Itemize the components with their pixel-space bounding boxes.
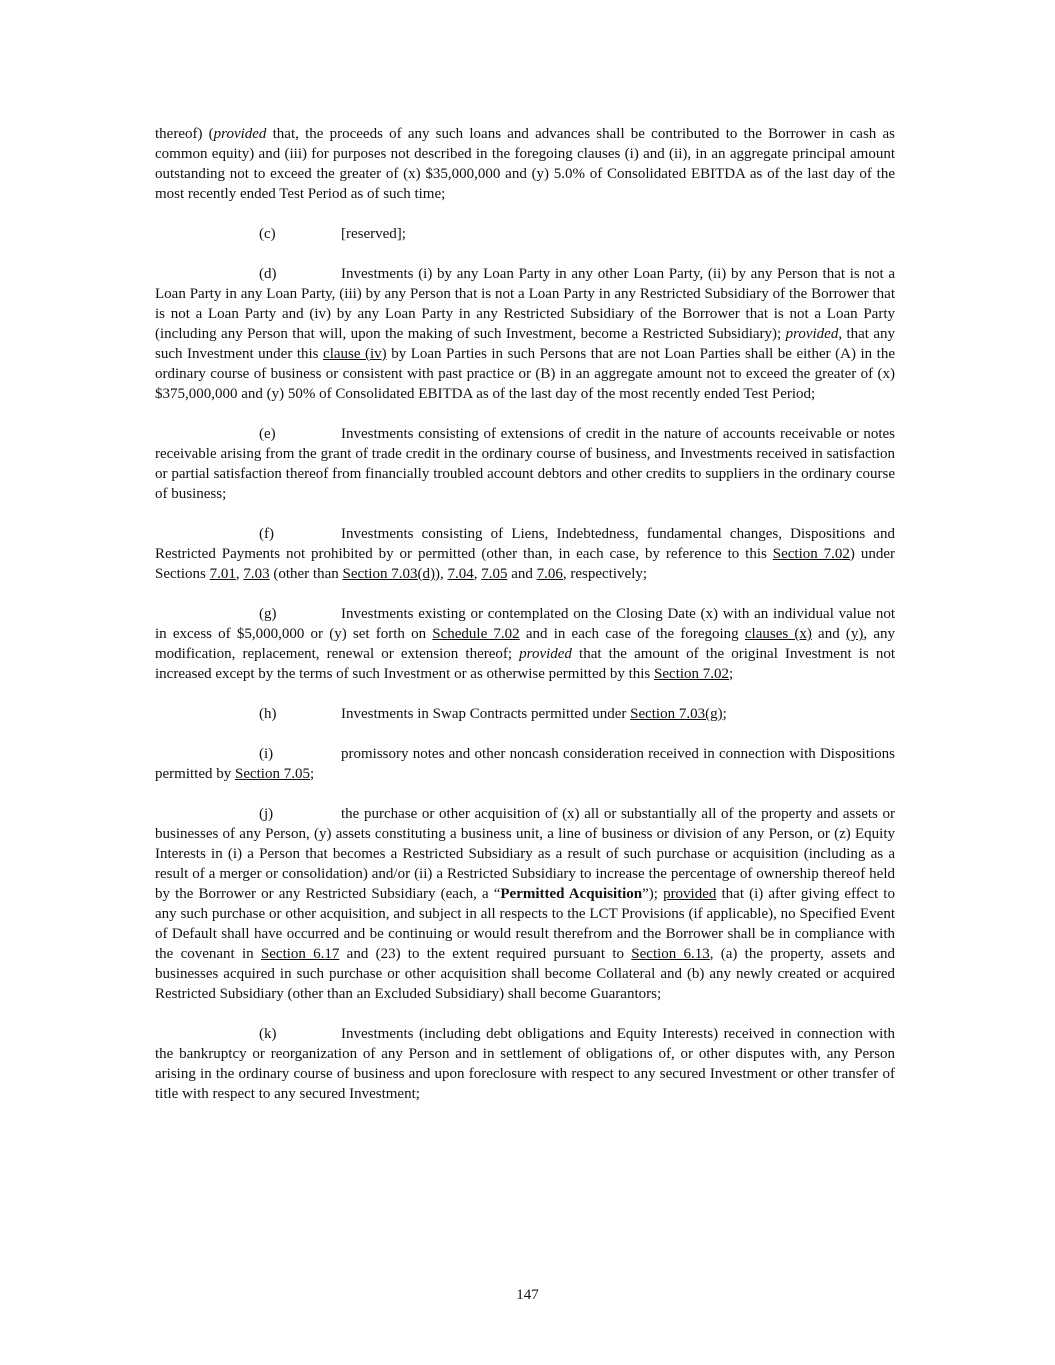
cross-reference: Section 7.02 <box>772 546 850 562</box>
clause-label: (i) <box>259 746 274 762</box>
clause-g: (g) Investments existing or contemplated on the Closing Date (x) with an individual value not in excess of $5,000,000 or (y) set forth on Schedule 7.02 and in each case of the foregoing clauses (x) and (y), any modification, replacement, renewal or extension thereof; provided that the amount of the original Investment is not increased except by the terms of such Investment or as otherwise permitted by this Section 7.02; <box>155 606 896 682</box>
cross-reference: Schedule 7.02 <box>432 626 520 642</box>
clause-j: (j) the purchase or other acquisition of (x) all or substantially all of the property and assets or businesses of any Person, (y) assets constituting a business unit, a line of business or division of any Person, or (z) Equity Interests in (i) a Person that becomes a Restricted Subsidiary as a result of such purchase or acquisition (including as a result of a merger or consolidation) and/or (ii) a Restricted Subsidiary to increase the percentage of ownership thereof held by the Borrower or any Restricted Subsidiary (each, a “Permitted Acquisition”); provided that (i) after giving effect to any such purchase or other acquisition, and subject in all respects to the LCT Provisions (if applicable), no Specified Event of Default shall have occurred and be continuing or would result therefrom and the Borrower shall be in compliance with the covenant in Section 6.17 and (23) to the extent required pursuant to Section 6.13, (a) the property, assets and businesses acquired in such purchase or other acquisition shall become Collateral and (b) any newly created or acquired Restricted Subsidiary (other than an Excluded Subsidiary) shall become Guarantors; <box>155 806 896 1002</box>
cross-reference: Section 6.13 <box>631 946 710 962</box>
document-body <box>155 124 895 1124</box>
clause-label: (h) <box>259 706 277 722</box>
cross-reference: Section 7.05 <box>234 766 310 782</box>
clause-d: (d) Investments (i) by any Loan Party in any other Loan Party, (ii) by any Person that is not a Loan Party in any Loan Party, (iii) by any Person that is not a Loan Party in any Restricted Subsidiary of the Borrower that is not a Loan Party and (iv) by any Loan Party in any Restricted Subsidiary of the Borrower that is not a Loan Party (including any Person that will, upon the making of such Investment, become a Restricted Subsidiary); provided, that any such Investment under this clause (iv) by Loan Parties in such Persons that are not Loan Parties shall be either (A) in the ordinary course of business or consistent with past practice or (B) in an aggregate amount not to exceed the greater of (x) $375,000,000 and (y) 50% of Consolidated EBITDA as of the last day of the most recently ended Test Period; <box>155 266 896 402</box>
cross-reference: 7.06 <box>536 566 563 582</box>
clause-label: (e) <box>259 426 276 442</box>
cross-reference: 7.05 <box>481 566 508 582</box>
clause-label: (c) <box>259 226 276 242</box>
cross-reference: 7.04 <box>447 566 474 582</box>
clause-label: (f) <box>259 526 274 542</box>
clause-label: (j) <box>259 806 274 822</box>
provided-underlined: provided <box>663 886 717 902</box>
paragraph-intro: thereof) (provided that, the proceeds of any such loans and advances shall be contributed to the Borrower in cash as common equity) and (iii) for purposes not described in the foregoing clauses (i) and (ii), in an aggregate principal amount outstanding not to exceed the greater of (x) $35,000,000 and (y) 5.0% of Consolidated EBITDA as of the last day of the most recently ended Test Period as of such time; <box>155 126 895 202</box>
clause-label: (g) <box>259 606 277 622</box>
clause-label: (d) <box>259 266 277 282</box>
clause-label: (k) <box>259 1026 277 1042</box>
page-number: 147 <box>516 1287 539 1303</box>
clause-e: (e) Investments consisting of extensions of credit in the nature of accounts receivable or notes receivable arising from the grant of trade credit in the ordinary course of business, and Investments received in satisfaction or partial satisfaction thereof from financially troubled account debtors and other credits to suppliers in the ordinary course of business; <box>155 426 895 502</box>
cross-reference: Section 7.03(g) <box>630 706 723 722</box>
cross-reference: Section 7.03(d) <box>342 566 435 582</box>
clause-i: (i) promissory notes and other noncash consideration received in connection with Dispositions permitted by Section 7.05; <box>155 746 895 782</box>
cross-reference: 7.03 <box>243 566 270 582</box>
cross-reference: (y) <box>845 626 864 642</box>
clause-c: (c) [reserved]; <box>259 226 406 242</box>
cross-reference: 7.01 <box>209 566 236 582</box>
clause-f: (f) Investments consisting of Liens, Indebtedness, fundamental changes, Dispositions and Restricted Payments not prohibited by or permitted (other than, in each case, by reference to this Section 7.02) under Sections 7.01, 7.03 (other than Section 7.03(d)), 7.04, 7.05 and 7.06, respectively; <box>155 526 895 582</box>
cross-reference: clause (iv) <box>323 346 387 362</box>
cross-reference: Section 6.17 <box>260 946 340 962</box>
cross-reference: Section 7.02 <box>654 666 730 682</box>
clause-k: (k) Investments (including debt obligations and Equity Interests) received in connection with the bankruptcy or reorganization of any Person and in settlement of obligations of, or other disputes with, any Person arising in the ordinary course of business and upon foreclosure with respect to any secured Investment or other transfer of title with respect to any secured Investment; <box>155 1026 895 1102</box>
cross-reference: clauses (x) <box>744 626 812 642</box>
defined-term: Permitted Acquisition <box>500 886 643 902</box>
clause-h: (h) Investments in Swap Contracts permitted under Section 7.03(g); <box>259 706 727 722</box>
